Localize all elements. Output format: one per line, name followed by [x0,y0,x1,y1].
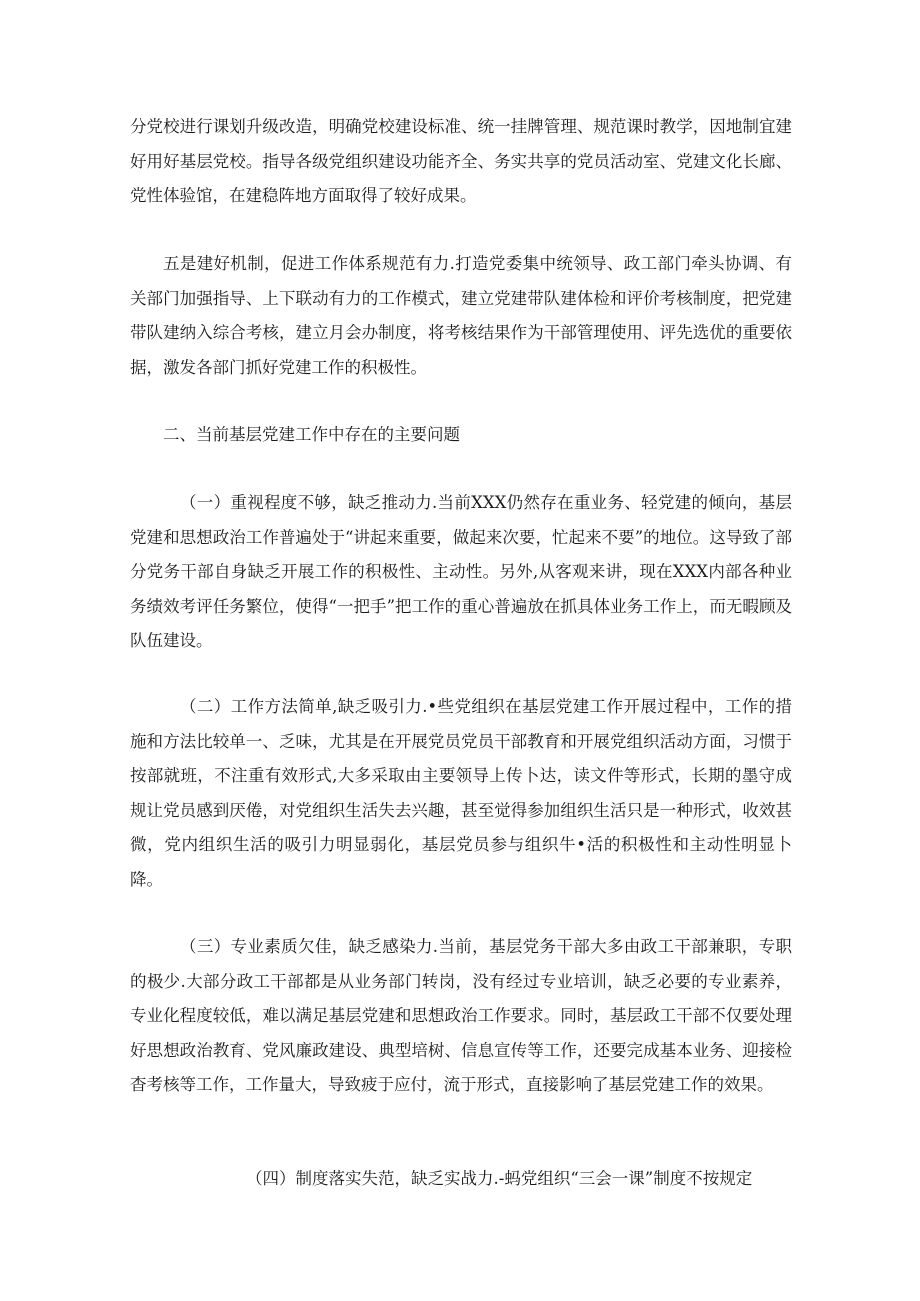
section-heading-problems: 二、当前基层党建工作中存在的主要问题 [163,425,460,444]
paragraph-problem-3: （三）专业素质欠佳，缺乏感染力.当前，基层党务干部大多由政工干部兼职，专职的极少.大部分政工干部都是从业务部门转岗，没有经过专业培训，缺乏必要的专业素养，专业化程度较低，难以满足基层党建和思想政治工作要求。同时，基层政工干部不仅要处理好思想政治教育、党风廉政建设、典型培树、信息宣传等工作，还要完成基本业务、迎接检杳考核等工作，工作量大，导致疲于应付，流于形式，直接影响了基层党建工作的效果。 [130,937,792,1094]
paragraph-party-school: 分党校进行课划升级改造，明确党校建设标准、统一挂牌管理、规范课时教学，因地制宜建好用好基层党校。指导各级党组织建设功能齐全、务实共享的党员活动室、党建文化长廊、党性体验馆，在建稳阵地方面取得了较好成果。 [130,117,792,205]
paragraph-problem-1: （一）重视程度不够，缺乏推动力.当前XXX仍然存在重业务、轻党建的倾向，基层党建和思想政治工作普遍处于“讲起来重要，做起来次要，忙起来不要”的地位。这导致了部分党务干部自身缺乏开展工作的积极性、主动性。另外,从客观来讲，现在XXX内部各种业务绩效考评任务繁位，使得“一把手”把工作的重心普遍放在抓具体业务工作上，而无暇顾及队伍建设。 [130,493,792,650]
paragraph-problem-4: （四）制度落实失范，缺乏实战力.-蚂党组织“三会一课”制度不按规定 [246,1169,753,1188]
paragraph-mechanism: 五是建好机制，促进工作体系规范有力.打造党委集中统领导、政工部门牵头协调、有关部门加强指导、上下联动有力的工作模式，建立党建带队建体检和评价考核制度，把党建带队建纳入综合考核，建立月会办制度，将考核结果作为干部管理使用、评先选优的重要依据，激发各部门抓好党建工作的积极性。 [130,254,792,377]
paragraph-problem-2: （二）工作方法简单,缺乏吸引力.•些党组织在基层党建工作开展过程中，工作的措施和方法比较单一、乏味，尤其是在开展党员党员干部教育和开展党组织活动方面，习惯于按部就班，不注重有效形式,大多采取由主要领导上传卜达，读文件等形式，长期的墨守成规让党员感到厌倦，对党组织生活失去兴趣，甚至觉得参加组织生活只是一种形式，收效甚微，党内组织生活的吸引力明显弱化，基层党员参与组织牛•活的积极性和主动性明显卜降。 [130,697,792,889]
